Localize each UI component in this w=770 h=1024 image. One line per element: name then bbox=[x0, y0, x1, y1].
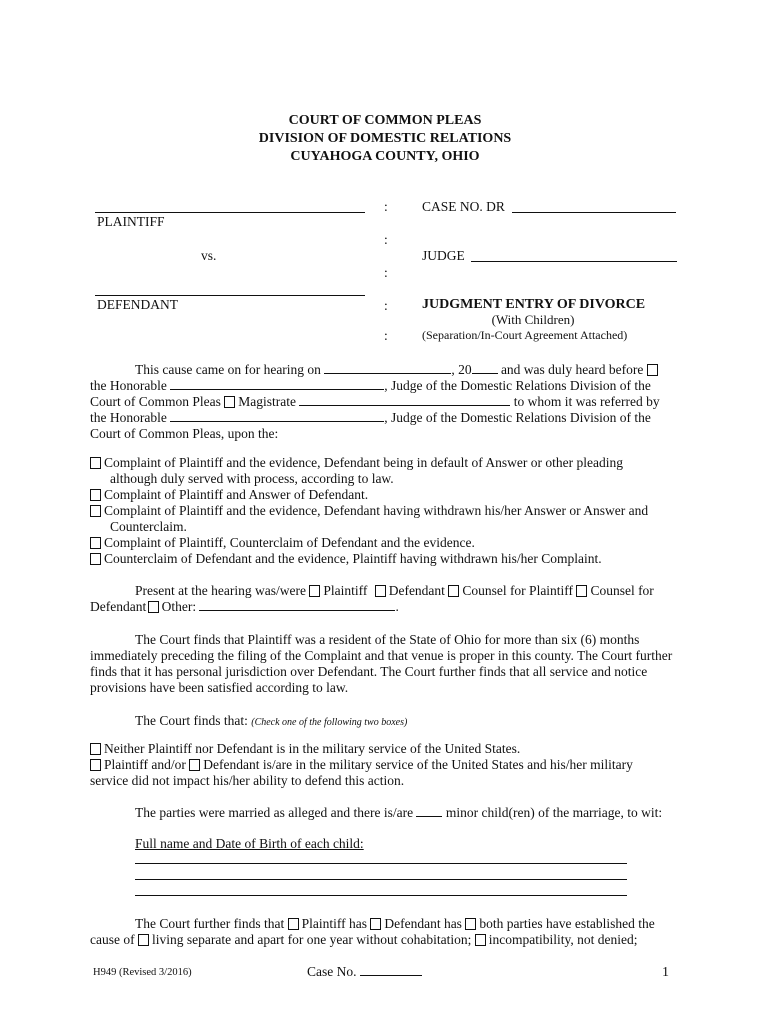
judge-label: JUDGE bbox=[422, 248, 465, 263]
magistrate-checkbox[interactable] bbox=[224, 396, 235, 408]
separation-line-2: cause of living separate and apart for one year without cohabitation; incompatibility, not denied; bbox=[90, 932, 638, 947]
honorable-judge-field-2[interactable] bbox=[170, 410, 384, 422]
caption-colon: : bbox=[384, 199, 388, 214]
residency-line-1: The Court finds that Plaintiff was a resident of the State of Ohio for more than six (6) months bbox=[135, 632, 640, 647]
plaintiff-name-line[interactable] bbox=[95, 212, 365, 213]
caption-colon: : bbox=[384, 298, 388, 313]
separation-line-1: The Court further finds that Plaintiff has Defendant has both parties have established the bbox=[135, 916, 655, 931]
ground-checkbox-2[interactable] bbox=[90, 489, 101, 501]
ground-option-1: Complaint of Plaintiff and the evidence, Defendant being in default of Answer or other pleading bbox=[90, 455, 623, 471]
plaintiff-label: PLAINTIFF bbox=[97, 214, 165, 229]
document-title: JUDGMENT ENTRY OF DIVORCE bbox=[422, 297, 646, 312]
separation-both-checkbox[interactable] bbox=[465, 918, 476, 930]
court-name: COURT OF COMMON PLEAS bbox=[288, 113, 482, 128]
caption-colon: : bbox=[384, 232, 388, 247]
document-note: (Separation/In-Court Agreement Attached) bbox=[422, 328, 628, 342]
defendant-label: DEFENDANT bbox=[97, 297, 178, 312]
child-entry-line-1[interactable] bbox=[135, 863, 627, 864]
document-subtitle: (With Children) bbox=[491, 312, 575, 327]
present-line-1: Present at the hearing was/were Plaintiff Defendant Counsel for Plaintiff Counsel for bbox=[135, 583, 654, 598]
separation-defendant-checkbox[interactable] bbox=[370, 918, 381, 930]
military-checkbox-2[interactable] bbox=[90, 759, 101, 771]
present-line-2: Defendant Other: . bbox=[90, 599, 399, 614]
hearing-line-4: the Honorable , Judge of the Domestic Relations Division of the bbox=[90, 410, 651, 425]
present-plaintiff-checkbox[interactable] bbox=[309, 585, 320, 597]
ground-checkbox-5[interactable] bbox=[90, 553, 101, 565]
military-note: (Check one of the following two boxes) bbox=[251, 717, 408, 728]
residency-line-2: immediately preceding the filing of the Complaint and that venue is proper in this county. The Court further bbox=[90, 648, 673, 663]
county-name: CUYAHOGA COUNTY, OHIO bbox=[290, 149, 480, 164]
hearing-line-1: This cause came on for hearing on , 20 and was duly heard before bbox=[135, 362, 661, 378]
residency-line-3: finds that it has personal jurisdiction over Defendant. The Court further finds that all service and notice bbox=[90, 664, 648, 679]
military-intro: The Court finds that: (Check one of the following two boxes) bbox=[135, 713, 408, 728]
ground-option-2: Complaint of Plaintiff and Answer of Defendant. bbox=[90, 487, 368, 503]
ground-option-3-cont: Counterclaim. bbox=[110, 519, 187, 534]
child-entry-line-2[interactable] bbox=[135, 879, 627, 880]
hearing-line-5: Court of Common Pleas, upon the: bbox=[90, 426, 279, 441]
ground-option-4: Complaint of Plaintiff, Counterclaim of Defendant and the evidence. bbox=[90, 535, 475, 551]
honorable-judge-field-1[interactable] bbox=[170, 378, 384, 390]
footer-case-number: Case No. bbox=[307, 964, 422, 980]
present-other-field[interactable] bbox=[199, 599, 395, 611]
residency-line-4: provisions have been satisfied according to law. bbox=[90, 680, 349, 695]
ground-checkbox-4[interactable] bbox=[90, 537, 101, 549]
present-counsel-plaintiff-checkbox[interactable] bbox=[448, 585, 459, 597]
caption-colon: : bbox=[384, 328, 388, 343]
footer-case-number-field[interactable] bbox=[360, 964, 422, 976]
hearing-year-field[interactable] bbox=[472, 362, 498, 374]
division-name: DIVISION OF DOMESTIC RELATIONS bbox=[258, 131, 512, 146]
form-id: H949 (Revised 3/2016) bbox=[93, 967, 192, 978]
living-separate-checkbox[interactable] bbox=[138, 934, 149, 946]
military-defendant-checkbox[interactable] bbox=[189, 759, 200, 771]
child-entry-line-3[interactable] bbox=[135, 895, 627, 896]
ground-option-3: Complaint of Plaintiff and the evidence, Defendant having withdrawn his/her Answer or Answer and bbox=[90, 503, 648, 519]
military-option-2-cont: service did not impact his/her ability to defend this action. bbox=[90, 773, 405, 788]
children-line: The parties were married as alleged and there is/are minor child(ren) of the marriage, to wit: bbox=[135, 805, 663, 820]
children-names-label: Full name and Date of Birth of each child: bbox=[135, 836, 364, 851]
heard-before-checkbox[interactable] bbox=[647, 364, 658, 376]
ground-option-5: Counterclaim of Defendant and the evidence, Plaintiff having withdrawn his/her Complaint. bbox=[90, 551, 602, 567]
magistrate-name-field[interactable] bbox=[299, 394, 510, 406]
children-count-field[interactable] bbox=[416, 805, 442, 817]
military-option-1: Neither Plaintiff nor Defendant is in the military service of the United States. bbox=[90, 741, 520, 757]
defendant-name-line[interactable] bbox=[95, 295, 365, 296]
hearing-date-field[interactable] bbox=[324, 362, 451, 374]
caption-colon: : bbox=[384, 265, 388, 280]
ground-checkbox-1[interactable] bbox=[90, 457, 101, 469]
case-number-label: CASE NO. DR bbox=[422, 199, 505, 214]
present-defendant-checkbox[interactable] bbox=[375, 585, 386, 597]
ground-option-1-cont: although duly served with process, according to law. bbox=[110, 471, 394, 486]
case-number-field[interactable] bbox=[512, 212, 676, 213]
hearing-line-3: Court of Common Pleas Magistrate to whom it was referred by bbox=[90, 394, 660, 409]
present-other-checkbox[interactable] bbox=[148, 601, 159, 613]
separation-plaintiff-checkbox[interactable] bbox=[288, 918, 299, 930]
military-checkbox-1[interactable] bbox=[90, 743, 101, 755]
judge-name-field[interactable] bbox=[471, 261, 677, 262]
ground-checkbox-3[interactable] bbox=[90, 505, 101, 517]
page-number: 1 bbox=[662, 965, 669, 980]
vs-label: vs. bbox=[201, 248, 217, 263]
present-counsel-defendant-checkbox[interactable] bbox=[576, 585, 587, 597]
military-option-2: Plaintiff and/or Defendant is/are in the military service of the United States and his/her military bbox=[90, 757, 633, 773]
incompatibility-checkbox[interactable] bbox=[475, 934, 486, 946]
hearing-line-2: the Honorable , Judge of the Domestic Relations Division of the bbox=[90, 378, 651, 393]
